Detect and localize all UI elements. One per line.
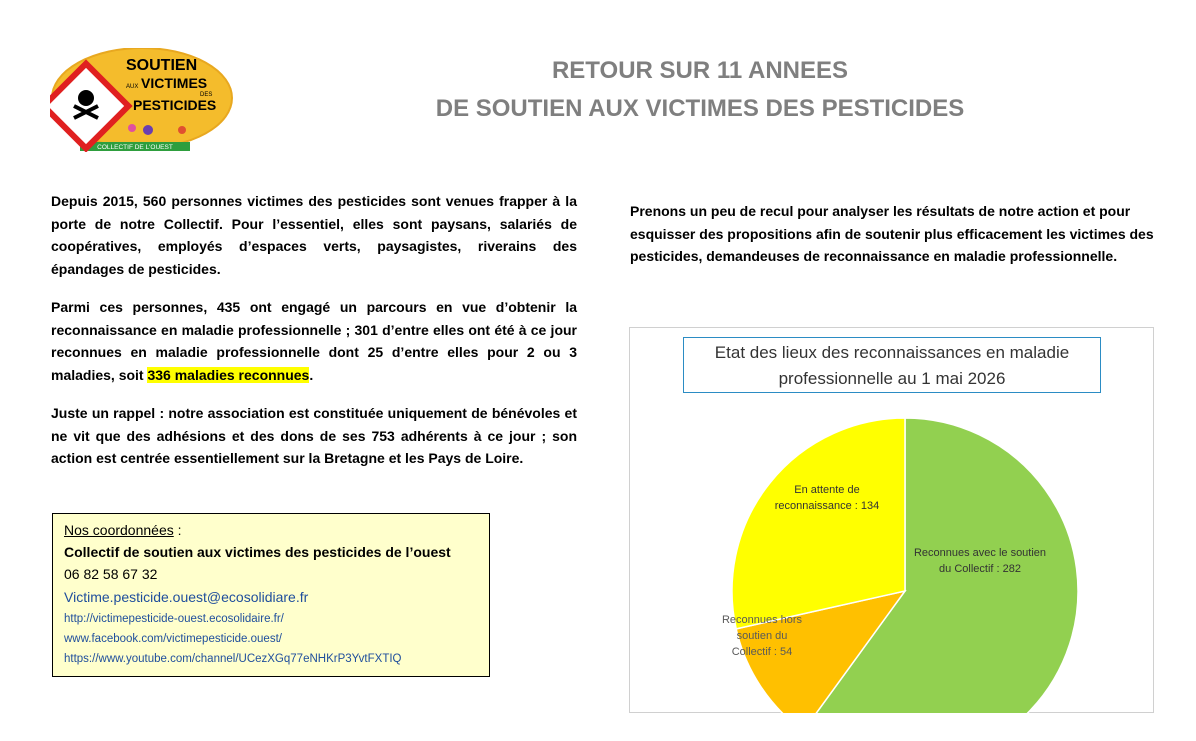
chart-title-line2: professionnelle au 1 mai 2026 bbox=[778, 369, 1006, 388]
recognition-text: Parmi ces personnes, 435 ont engagé un parcours en vue d’obtenir la reconnaissance en maladie professionnelle ; 301 d’entre elles ont été à ce jour reconnues en maladie professionnelle dont 25 d’entre elles pour 2 ou 3 maladies, soit bbox=[51, 299, 577, 383]
recognition-paragraph bbox=[51, 296, 577, 386]
chart-title bbox=[683, 337, 1101, 393]
slice-label: Reconnues hors soutien du Collectif : 54 bbox=[721, 614, 803, 658]
contact-youtube-link[interactable]: https://www.youtube.com/channel/UCezXGq77eNHKrP3YvtFXTIQ bbox=[64, 653, 402, 665]
title-line1: RETOUR SUR 11 ANNEES bbox=[551, 57, 849, 84]
analysis-paragraph: Prenons un peu de recul pour analyser les résultats de notre action et pour esquisser des propositions afin de soutenir plus efficacement les victimes des pesticides, demandeuses de reconnaissance en maladie professionnelle. bbox=[630, 203, 1154, 264]
pie-slice bbox=[732, 418, 905, 629]
contact-title-suffix: : bbox=[173, 522, 182, 538]
contact-website-link[interactable]: http://victimepesticide-ouest.ecosolidaire.fr/ bbox=[64, 613, 284, 625]
logo-line3: PESTICIDES bbox=[133, 97, 217, 113]
title-line2: DE SOUTIEN AUX VICTIMES DES PESTICIDES bbox=[435, 95, 965, 122]
contact-phone: 06 82 58 67 32 bbox=[64, 566, 158, 582]
chart-title-line1: Etat des lieux des reconnaissances en maladie bbox=[714, 343, 1070, 362]
association-paragraph: Juste un rappel : notre association est constituée uniquement de bénévoles et ne vit que des adhésions et des dons de ses 753 adhérents à ce jour ; son action est centrée essentiellement sur la Bretagne et les Pays de Loire. bbox=[51, 405, 577, 466]
logo-line2-small: AUX bbox=[126, 84, 139, 90]
logo bbox=[50, 48, 234, 152]
contact-email-link[interactable]: Victime.pesticide.ouest@ecosolidiare.fr bbox=[64, 589, 309, 605]
logo-banner: COLLECTIF DE L'OUEST bbox=[97, 144, 173, 151]
logo-line2: VICTIMES bbox=[141, 75, 208, 91]
slice-label: Reconnues avec le soutien du Collectif : 282 bbox=[913, 547, 1047, 575]
contact-box bbox=[52, 513, 490, 677]
highlight-recognized-count: 336 maladies reconnues bbox=[147, 366, 310, 383]
recognition-end: . bbox=[309, 366, 314, 383]
contact-title: Nos coordonnées bbox=[64, 522, 174, 538]
slice-label: En attente de reconnaissance : 134 bbox=[774, 484, 880, 512]
intro-paragraph: Depuis 2015, 560 personnes victimes des pesticides sont venues frapper à la porte de notre Collectif. Pour l’essentiel, elles sont paysans, salariés de coopératives, employés d’espaces verts, paysagistes, riverains des épandages de pesticides. bbox=[51, 193, 577, 277]
contact-org: Collectif de soutien aux victimes des pesticides de l’ouest bbox=[64, 544, 451, 560]
logo-line1: SOUTIEN bbox=[126, 57, 198, 74]
contact-facebook-link[interactable]: www.facebook.com/victimepesticide.ouest/ bbox=[64, 633, 282, 645]
logo-line3-small: DES bbox=[200, 92, 213, 98]
page-title bbox=[380, 52, 1020, 128]
